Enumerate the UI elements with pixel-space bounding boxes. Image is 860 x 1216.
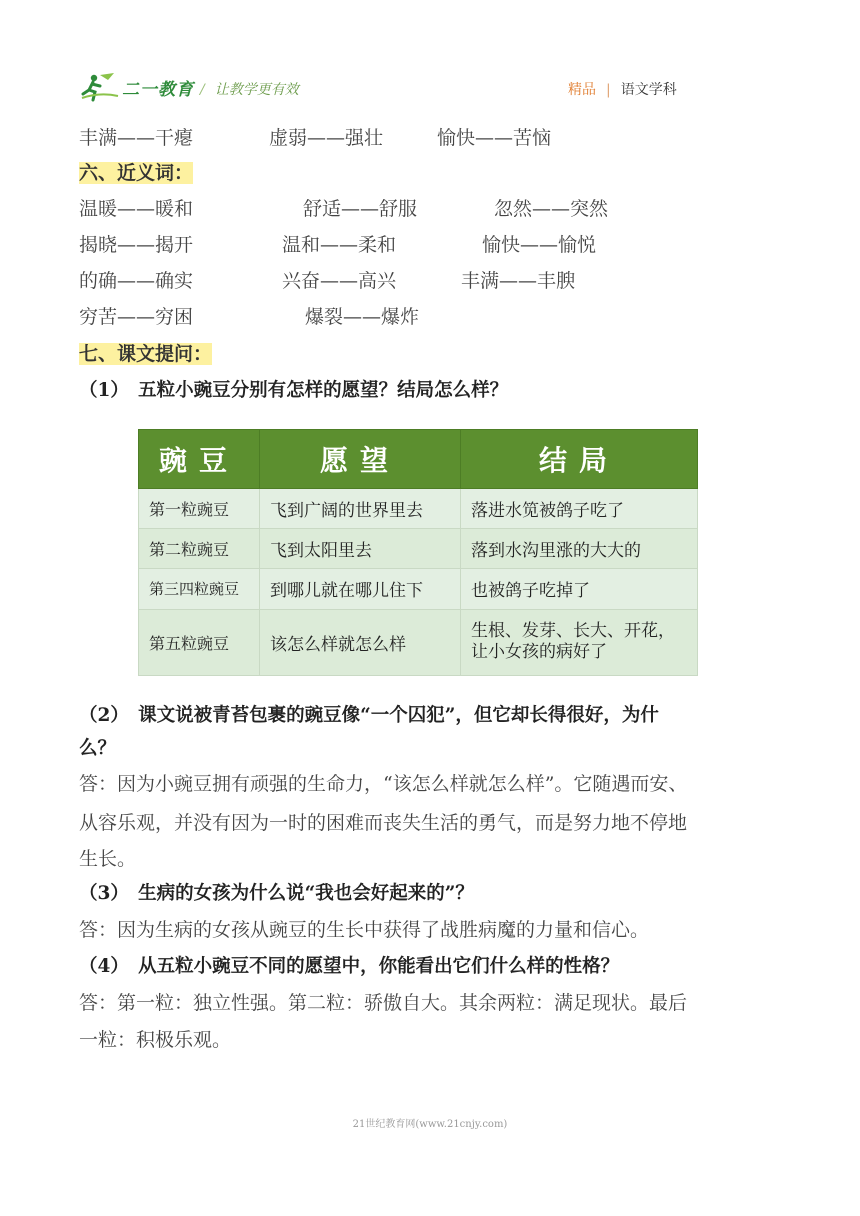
logo-text: 二一教育 [122, 79, 194, 100]
answer-3: 答：因为生病的女孩从豌豆的生长中获得了战胜病魔的力量和信心。 [79, 919, 650, 941]
table-row [139, 609, 698, 675]
answer-4-cont: 一粒：积极乐观。 [79, 1029, 232, 1051]
table-cell: 飞到广阔的世界里去 [260, 489, 461, 529]
table-cell: 该怎么样就怎么样 [260, 609, 461, 675]
slogan: / 让教学更有效 [200, 82, 299, 98]
table-cell: 第三四粒豌豆 [139, 569, 260, 609]
synonym-row: 揭晓——揭开 温和——柔和 愉快——愉悦 [79, 234, 597, 256]
table-row [139, 489, 698, 529]
synonym-row: 的确——确实 兴奋——高兴 丰满——丰腴 [79, 270, 576, 292]
table-header-row [139, 430, 698, 489]
table-cell: 也被鸽子吃掉了 [461, 569, 698, 609]
logo [80, 70, 194, 104]
question-1: （1） 五粒小豌豆分别有怎样的愿望？结局怎么样？ [79, 380, 509, 401]
table-cell: 第一粒豌豆 [139, 489, 260, 529]
question-4: （4） 从五粒小豌豆不同的愿望中，你能看出它们什么样的性格？ [79, 956, 620, 977]
table-header-pea: 豌豆 [139, 430, 260, 489]
answer-2-cont: 生长。 [79, 848, 137, 870]
antonym-row: 丰满——干瘪 虚弱——强壮 愉快——苦恼 [79, 127, 552, 149]
table-row [139, 529, 698, 569]
table-cell: 飞到太阳里去 [260, 529, 461, 569]
page-header [80, 70, 780, 106]
synonym-row: 温暖——暖和 舒适——舒服 忽然——突然 [79, 198, 609, 220]
table-cell: 到哪儿就在哪儿住下 [260, 569, 461, 609]
section-heading-questions: 七、课文提问： [79, 343, 213, 365]
question-2-cont: 么？ [79, 738, 117, 759]
table-row [139, 569, 698, 609]
answer-2: 答：因为小豌豆拥有顽强的生命力，“该怎么样就怎么样”。它随遇而安、 [79, 773, 688, 795]
table-header-wish: 愿望 [260, 430, 461, 489]
table-cell: 落进水笕被鸽子吃了 [461, 489, 698, 529]
synonym-row: 穷苦——穷困 爆裂——爆炸 [79, 306, 420, 328]
section-heading-synonyms: 六、近义词： [79, 162, 194, 184]
answer-4: 答：第一粒：独立性强。第二粒：骄傲自大。其余两粒：满足现状。最后 [79, 992, 688, 1014]
table-header-ending: 结局 [461, 430, 698, 489]
subject-label: 语文学科 [620, 82, 677, 98]
table-cell: 第五粒豌豆 [139, 609, 260, 675]
pea-table [138, 429, 698, 676]
table-cell: 生根、发芽、长大、开花，让小女孩的病好了 [461, 609, 698, 675]
header-subject: 精品 | 语文学科 [568, 82, 677, 98]
question-2: （2） 课文说被青苔包裹的豌豆像“一个囚犯”，但它却长得很好，为什 [79, 705, 659, 726]
question-3: （3） 生病的女孩为什么说“我也会好起来的”？ [79, 883, 474, 904]
table-cell: 落到水沟里涨的大大的 [461, 529, 698, 569]
answer-2-cont: 从容乐观，并没有因为一时的困难而丧失生活的勇气，而是努力地不停地 [79, 812, 688, 834]
runner-logo-icon [80, 72, 120, 102]
page-footer: 21世纪教育网(www.21cnjy.com) [352, 1119, 508, 1130]
quality-label: 精品 [568, 82, 596, 98]
table-cell: 第二粒豌豆 [139, 529, 260, 569]
